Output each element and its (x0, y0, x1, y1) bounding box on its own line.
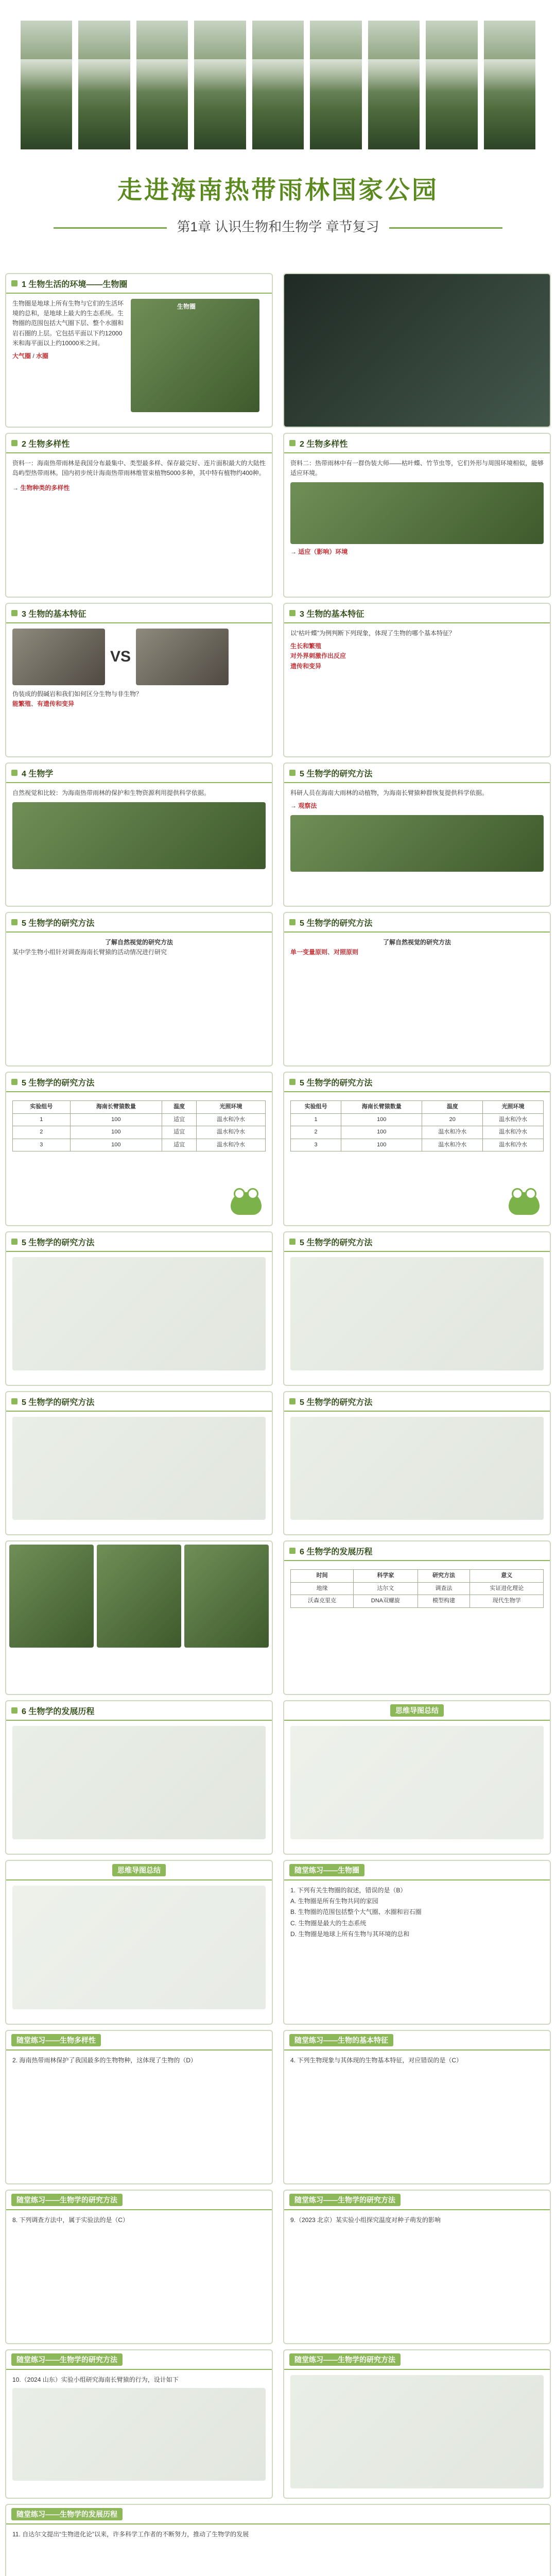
slide-methods-2: 5 生物学的研究方法 了解自然视觉的研究方法 某中学生物小组针对调查海南长臂猿的活动情况进行研究 (5, 912, 273, 1066)
slide-practice-2: 随堂练习——生物多样性 2. 海南热带雨林保护了我国最多的生物物种，这体现了生物的（D） (5, 2030, 273, 2184)
experiment-table: 实验组号 海南长臂猿数量 温度 光照环境 1 100 适宜 温水和冷水 2 100 适宜 温水和冷水 3 100 适宜 温水和冷水 (12, 1100, 266, 1151)
slide-table-5: 5 生物学的研究方法 (5, 1391, 273, 1535)
slide-features-2: 3 生物的基本特征 以“枯叶蝶”为例判断下列现象，体现了生物的哪个基本特征？ 生长和繁殖 对外界刺激作出反应 遗传和变异 (283, 603, 551, 757)
slide-mindmap-1: 思维导图总结 (283, 1700, 551, 1855)
table-placeholder (12, 1726, 266, 1839)
slide-practice-3: 随堂练习——生物的基本特征 4. 下列生物现象与其体现的生物基本特征，对应错误的是（C） (283, 2030, 551, 2184)
slide-practice-5: 随堂练习——生物学的研究方法 9.（2023 北京）某实验小组探究温度对种子萌发的影响 (283, 2190, 551, 2344)
research-photo (12, 802, 266, 869)
rock-photo (136, 629, 229, 685)
cycad-photo (97, 1545, 181, 1648)
landscape-photo (368, 21, 420, 149)
landscape-strips (21, 21, 535, 149)
slide-practice-6: 随堂练习——生物学的研究方法 10.（2024 山东）实验小组研究海南长臂猿的行为，设计如下 (5, 2349, 273, 2499)
table-placeholder (12, 1417, 266, 1520)
frog-icon (509, 1192, 540, 1215)
slide-practice-7: 随堂练习——生物学的研究方法 (283, 2349, 551, 2499)
slide-practice-1: 随堂练习——生物圈 1. 下列有关生物圈的叙述，错误的是（B） A. 生物圈是所有生物共同的家园 B. 生物圈的范围包括整个大气圈、水圈和岩石圈 C. 生物圈是最大的生态系统 D. 生物圈是地球上所有生物与其环境的总和 (283, 1860, 551, 2025)
slide-practice-4: 随堂练习——生物学的研究方法 8. 下列调查方法中，属于实验法的是（C） (5, 2190, 273, 2344)
table-placeholder (290, 2375, 544, 2488)
biosphere-diagram: 生物圈 (131, 299, 259, 412)
slide-practice-8: 随堂练习——生物学的发展历程 11. 自达尔文提出“生物进化论”以来，许多科学工作者的不断努力，推动了生物学的发展 (5, 2504, 551, 2576)
slide-history: 6 生物学的发展历程 时间 科学家 研究方法 意义 地缘 达尔文 调查法 实证进化理论 沃森克里克 DNA双螺旋 模型构建 现代生物学 (283, 1540, 551, 1695)
chart-placeholder (290, 1417, 544, 1520)
slide-features-1: 3 生物的基本特征 VS 伪装成的假碱岩和我们如何区分生物与非生物？ 能繁殖、有遗传和变异 (5, 603, 273, 757)
slide-diversity-2: 2 生物多样性 资料二：热带雨林中有一群伪装大师——枯叶蝶、竹节虫等，它们外形与周围环境相似，能够适应环境。 → 适应（影响）环境 (283, 433, 551, 598)
slide-diversity-1: 2 生物多样性 资料一：海南热带雨林是我国分布最集中、类型最多样、保存最完好、连片面积最大的大陆性岛屿型热带雨林。国内初步统计海南热带雨林维管束植物5000多种，其中特有植物约400种。 → 生物种类的多样性 (5, 433, 273, 598)
table-placeholder (12, 2388, 266, 2481)
page-title: 走进海南热带雨林国家公园 (117, 177, 439, 204)
landscape-photo (136, 21, 188, 149)
landscape-photo (310, 21, 361, 149)
slide-methods-1: 5 生物学的研究方法 科研人员在海南大雨林的动植物，为海南长臂猿种群恢复提供科学依据。 → 观察法 (283, 762, 551, 907)
slide-chart: 5 生物学的研究方法 (283, 1391, 551, 1535)
slide-biosphere: 1 生物生活的环境——生物圈 生物圈是地球上所有生物与它们的生活环境的总和，是地球上最大的生态系统。生物圈的范围包括大气圈下层、整个水圈和岩石圈的上层。它包括平面以下约12000米和海平面以上约10000米之间。 大气圈 / 水圈 生物圈 (5, 273, 273, 428)
landscape-photo (21, 21, 72, 149)
slide-history-2: 6 生物学的发展历程 (5, 1700, 273, 1855)
rock-photo (12, 629, 105, 685)
mindmap-graphic (12, 1886, 266, 2009)
landscape-photo (78, 21, 130, 149)
mindmap-graphic (290, 1726, 544, 1839)
slide-mindmap-2: 思维导图总结 (5, 1860, 273, 2025)
landscape-photo (426, 21, 477, 149)
frog-icon (231, 1192, 262, 1215)
cover-banner (0, 0, 556, 268)
coast-photo (9, 1545, 94, 1648)
slide-park-photo (283, 273, 551, 428)
park-logo-photo (284, 274, 550, 427)
experiment-table: 实验组号 海南长臂猿数量 温度 光照环境 1 100 20 温水和冷水 2 100 温水和冷水 温水和冷水 3 100 温水和冷水 温水和冷水 (290, 1100, 544, 1151)
slide-methods-3: 5 生物学的研究方法 了解自然视觉的研究方法 单一变量原则、对照原则 (283, 912, 551, 1066)
page-subtitle: 第1章 认识生物和生物学 章节复习 (0, 216, 556, 235)
slide-table-1: 5 生物学的研究方法 实验组号 海南长臂猿数量 温度 光照环境 1 100 适宜 温水和冷水 2 100 适宜 温水和冷水 3 100 适宜 温水和冷水 (5, 1072, 273, 1226)
history-table: 时间 科学家 研究方法 意义 地缘 达尔文 调查法 实证进化理论 沃森克里克 DNA双螺旋 模型构建 现代生物学 (290, 1569, 544, 1608)
landscape-photo (484, 21, 535, 149)
table-placeholder (290, 1257, 544, 1370)
slide-table-4: 5 生物学的研究方法 (283, 1231, 551, 1386)
landscape-photo (252, 21, 304, 149)
slide-table-3: 5 生物学的研究方法 (5, 1231, 273, 1386)
slide-table-2: 5 生物学的研究方法 实验组号 海南长臂猿数量 温度 光照环境 1 100 20 温水和冷水 2 100 温水和冷水 温水和冷水 3 100 温水和冷水 温水和冷水 (283, 1072, 551, 1226)
gibbon-photo (184, 1545, 269, 1648)
table-placeholder (12, 1257, 266, 1370)
landscape-photo (194, 21, 246, 149)
leaf-butterfly-photo (290, 482, 544, 544)
slide-history-photos (5, 1540, 273, 1695)
slide-biology: 4 生物学 自然视觉和比较：为海南热带雨林的保护和生物资源利用提供科学依据。 (5, 762, 273, 907)
frog-photo (290, 815, 544, 872)
